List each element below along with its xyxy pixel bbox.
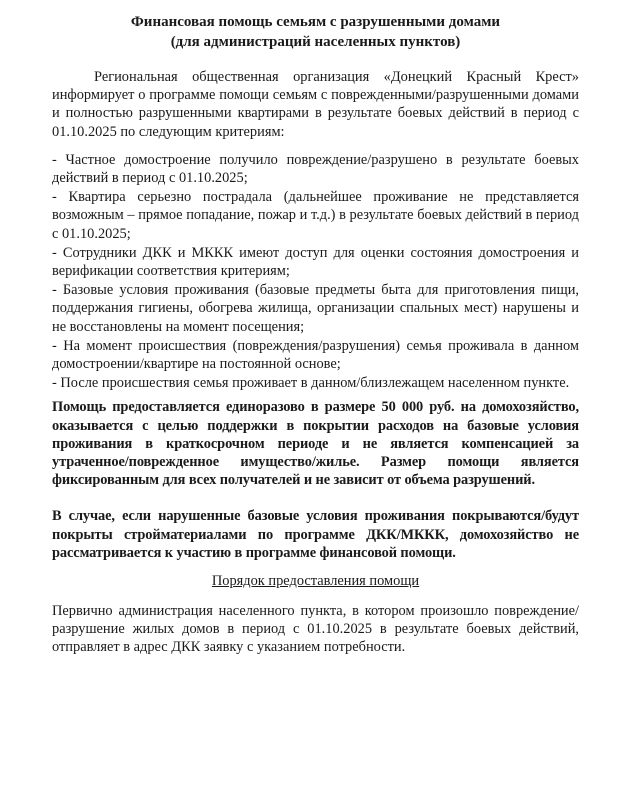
criterion-item: - Сотрудники ДКК и МККК имеют доступ для оценки состояния домостроения и верификации соответствия критериям;	[52, 244, 579, 280]
title-line-2: (для администраций населенных пунктов)	[170, 34, 461, 50]
section-heading	[52, 572, 579, 590]
criterion-item: - На момент происшествия (повреждения/разрушения) семья проживала в данном домостроении/квартире на постоянной основе;	[52, 337, 579, 373]
criterion-item: - Квартира серьезно пострадала (дальнейшее проживание не представляется возможным – прямое попадание, пожар и т.д.) в результате боевых действий в период с 01.10.2025;	[52, 189, 579, 242]
title-line-1: Финансовая помощь семьям с разрушенными домами	[130, 14, 501, 30]
assistance-amount-paragraph: Помощь предоставляется единоразово в размере 50 000 руб. на домохозяйство, оказывается с целью поддержки в покрытии расходов на базовые условия проживания в краткосрочном периоде и не является компенсацией за утраченное/поврежденное имущество/жилье. Размер помощи является фиксированным для всех получателей и не зависит от объема разрушений.	[52, 399, 579, 489]
intro-paragraph: Региональная общественная организация «Донецкий Красный Крест» информирует о программе помощи семьям с поврежденными/разрушенными домами и полностью разрушенными квартирами в результате боевых действий в период с 01.10.2025 по следующим критериям:	[52, 69, 579, 140]
criteria-list	[52, 151, 579, 393]
section-heading-text: Порядок предоставления помощи	[211, 573, 420, 590]
procedure-paragraph: Первично администрация населенного пункта, в котором произошло повреждение/разрушение жилых домов в период с 01.10.2025 в результате боевых действий, отправляет в адрес ДКК заявку с указанием потребности.	[52, 603, 579, 656]
document-title	[52, 12, 579, 52]
criterion-item: - После происшествия семья проживает в данном/близлежащем населенном пункте.	[52, 375, 570, 392]
exclusion-paragraph: В случае, если нарушенные базовые условия проживания покрываются/будут покрыты стройматериалами по программе ДКК/МККК, домохозяйство не рассматривается к участию в программе финансовой помощи.	[52, 508, 579, 561]
criterion-item: - Базовые условия проживания (базовые предметы быта для приготовления пищи, поддержания гигиены, обогрева жилища, организации спальных мест) нарушены и не восстановлены на момент посещения;	[52, 282, 579, 335]
criterion-item: - Частное домостроение получило повреждение/разрушено в результате боевых действий в период с 01.10.2025;	[52, 151, 579, 187]
